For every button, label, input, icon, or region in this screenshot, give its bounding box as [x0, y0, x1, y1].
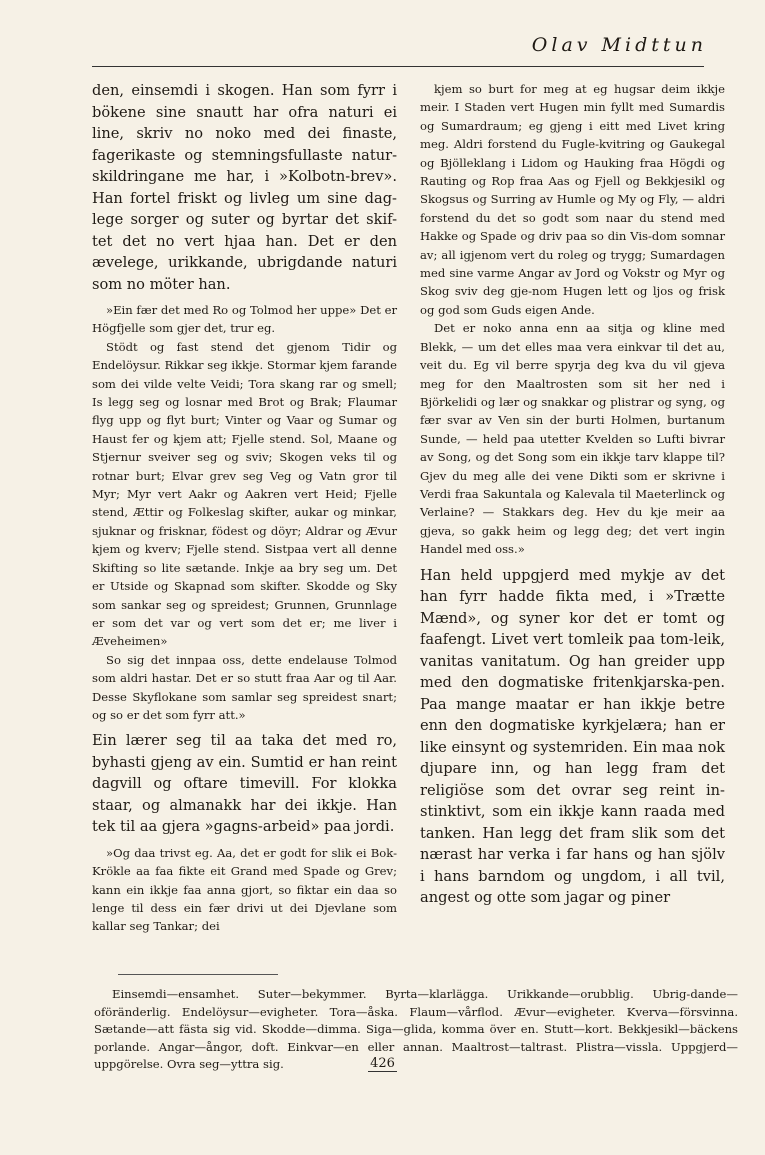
running-header: Olav Midttun	[531, 34, 707, 56]
right-column	[420, 80, 725, 909]
left-column	[92, 80, 397, 936]
quote-paragraph: So sig det innpaa oss, dette endelause Tolmod som aldri hastar. Det er so stutt fraa Aar og til Aar. Desse Skyflokane som samlar seg spreidest snart; og so er det som fyrr att.»	[92, 652, 397, 722]
quote-paragraph: Stödt og fast stend det gjenom Tidir og Endelöysur. Rikkar seg ikkje. Stormar kjem farande som dei vilde velte Veidi; Tora skang rar og smell; Is legg seg og losnar med Brot og Brak; Flaumar flyg upp og flyt burt; Vinter og Vaar og Sumar og Haust fer og kjem att; Fjelle stend. Sol, Maane og Stjernur sveiver seg og sviv; Skogen veks til og rotnar burt; Elvar grev seg Veg og Vatn gror til Myr; Myr vert Aakr og Aakren vert Heid; Fjelle stend, Ættir og Folkeslag skifter, aukar og minkar, sjuknar og frisknar, födest og döyr; Aldrar og Ævur kjem og kverv; Fjelle stend. Sistpaa vert all denne Skifting so lite sætande. Inkje aa bry seg um. Det er Utside og Skapnad som skifter. Skodde og Sky som sankar seg og spreidest; Grunnen, Grunnlage er som det var og vert som det er; me liver i Æveheimen»	[92, 339, 397, 649]
paragraph: Ein lærer seg til aa taka det med ro, byhasti gjeng av ein. Sumtid er han reint dagvill og oftare timevill. For klokka staar, og almanakk har dei ikkje. Han tek til aa gjera »gagns-arbeid» paa jordi.	[92, 732, 397, 836]
header-rule	[92, 66, 704, 67]
footnote-separator	[118, 974, 278, 975]
quote-paragraph: »Ein fær det med Ro og Tolmod her uppe» Det er Högfjelle som gjer det, trur eg.	[92, 303, 397, 336]
quote-paragraph: kjem so burt for meg at eg hugsar deim ikkje meir. I Staden vert Hugen min fyllt med Sumardis og Sumardraum; eg gjeng i eitt med Livet kring meg. Aldri forstend du Fugle-kvitring og Gaukegal og Bjölleklang i Lidom og Hauking fraa Högdi og Rauting og Rop fraa Aas og Fjell og Bekkjesikl og Skogsus og Surring av Humle og My og Fly, — aldri forstend du det so godt som naar du stend med Hakke og Spade og driv paa so din Vis-dom somnar av; all igjenom vert du roleg og trygg; Sumardagen med sine varme Angar av Jord og Vokstr og Myr og Skog sviv deg gje-nom Hugen lett og ljos og frisk og god som Guds eigen Ande.	[420, 82, 725, 317]
footnote-glossary: Einsemdi—ensamhet. Suter—bekymmer. Byrta—klarlägga. Urikkande—orubblig. Ubrig-dande—oföränderlig. Endelöysur—evigheter. Tora—åska. Flaum—vårflod. Ævur—evigheter. Kverva—försvinna. Sætande—att fästa sig vid. Skodde—dimma. Siga—glida, komma över en. Stutt—kort. Bekkjesikl—bäckens porlande. Angar—ångor, doft. Einkvar—en eller annan. Maaltrost—taltrast. Plistra—vissla. Uppgjerd—uppgörelse. Ovra seg—yttra sig.	[94, 987, 738, 1072]
quote-paragraph: Det er noko anna enn aa sitja og kline med Blekk, — um det elles maa vera einkvar til det au, veit du. Eg vil berre spyrja deg kva du vil gjeva meg for den Maaltrosten som sit her ned i Björkelidi og lær og snakkar og plistrar og syng, og fær svar av Ven sin der burti Holmen, burtanum Sunde, — held paa utetter Kvelden so Lufti bivrar av Song, og det Song som ein ikkje tarv klappe til? Gjev du meg alle dei vene Dikti som er skrivne i Verdi fraa Sakuntala og Kalevala til Maeterlinck og Verlaine? — Stakkars deg. Hev du kje meir aa gjeva, so gakk heim og legg deg; det vert ingin Handel med oss.»	[420, 321, 725, 557]
quote-paragraph: »Og daa trivst eg. Aa, det er godt for slik ei Bok-Krökle aa faa fikte eit Grand med Spade og Grev; kann ein ikkje faa anna gjort, so fiktar ein daa so lenge til dess ein fær drivi ut dei Djevlane som kallar seg Tankar; dei	[92, 845, 397, 934]
paragraph: den, einsemdi i skogen. Han som fyrr i bökene sine snautt har ofra naturi ei line, skriv no noko med dei finaste, fagerikaste og stemningsfullaste natur-skildringane me har, i »Kolbotn-brev». Han fortel friskt og livleg um sine dag-lege sorger og suter og byrtar det skif-tet det no vert hjaa han. Det er den ævelege, urikkande, ubrigdande naturi som no möter han.	[92, 82, 397, 293]
page-number-wrap	[0, 1056, 765, 1071]
paragraph: Han held uppgjerd med mykje av det han fyrr hadde fikta med, i »Trætte Mænd», og syner kor det er tomt og faafengt. Livet vert tomleik paa tom-leik, vanitas vanitatum. Og han greider upp med den dogmatiske fritenkjarska-pen. Paa mange maatar er han ikkje betre enn den dogmatiske kyrkjelæra; han er like einsynt og systemriden. Ein maa nok djupare inn, og han legg fram det religiöse som det ovrar seg reint in-stinktivt, som ein ikkje kann raada med tanken. Han legg det fram slik som det nærast har verka i far hans og han sjölv i hans barndom og ungdom, i all tvil, angest og otte som jagar og piner	[420, 566, 725, 907]
page-number: 426	[370, 1056, 395, 1071]
